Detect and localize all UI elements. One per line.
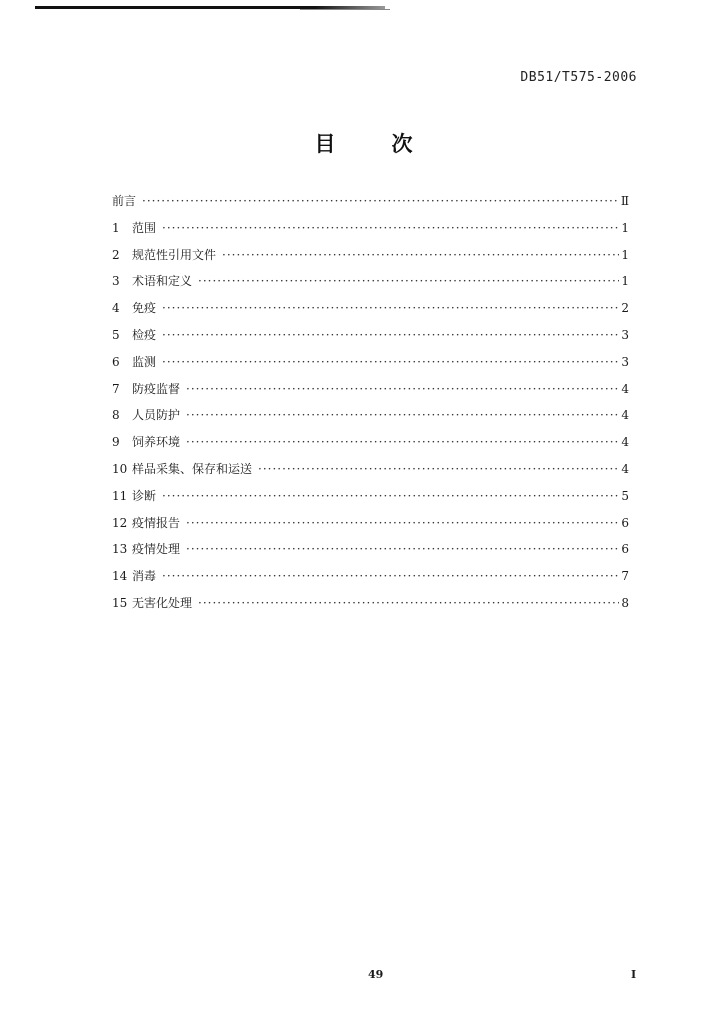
- toc-entry-label: 检疫: [132, 327, 157, 342]
- toc-entry-page: 6: [621, 515, 629, 530]
- toc-entry-page: 6: [621, 542, 629, 557]
- toc-entry-page: 4: [621, 408, 629, 423]
- toc-entry-number: 15: [112, 595, 128, 610]
- toc-entry-number: 11: [112, 488, 128, 503]
- toc-entry[interactable]: [112, 353, 629, 380]
- toc-leader-dots: [162, 487, 619, 505]
- toc-entry-label: 防疫监督: [132, 381, 181, 396]
- footer-roman-page: I: [631, 968, 637, 981]
- toc-leader-dots: [162, 219, 619, 237]
- toc-entry[interactable]: [112, 540, 629, 567]
- header-rule-thin: [300, 9, 390, 10]
- toc-entry-number: 3: [112, 274, 120, 289]
- toc-entry-page: 4: [621, 381, 629, 396]
- toc-entry-number: 1: [112, 220, 120, 235]
- toc-entry-label: 疫情报告: [132, 515, 181, 530]
- toc-entry-label: 样品采集、保存和运送: [132, 461, 253, 476]
- toc-entry-page: 3: [621, 354, 629, 369]
- toc-leader-dots: [186, 406, 619, 424]
- toc-leader-dots: [186, 514, 619, 532]
- toc-leader-dots: [162, 326, 619, 344]
- toc-entry-page: 4: [621, 461, 629, 476]
- toc-entry-page: 1: [621, 274, 629, 289]
- toc-leader-dots: [258, 460, 619, 478]
- toc-leader-dots: [162, 299, 619, 317]
- toc-entry-label: 疫情处理: [132, 542, 181, 557]
- toc-entry-number: 5: [112, 327, 120, 342]
- toc-entry-label: 规范性引用文件: [132, 247, 217, 262]
- toc-entry-number: 8: [112, 408, 120, 423]
- toc-entry-label: 监测: [132, 354, 157, 369]
- toc-entry[interactable]: [112, 433, 629, 460]
- toc-entry-label: 范围: [132, 220, 157, 235]
- toc-entry-label: 术语和定义: [132, 274, 193, 289]
- toc-leader-dots: [186, 540, 619, 558]
- toc-leader-dots: [186, 380, 619, 398]
- toc-entry[interactable]: [112, 299, 629, 326]
- toc-entry-page: 7: [621, 569, 629, 584]
- toc-entry-label: 人员防护: [132, 408, 181, 423]
- toc-leader-dots: [198, 272, 619, 290]
- toc-leader-dots: [198, 594, 619, 612]
- toc-entry[interactable]: [112, 514, 629, 541]
- toc-entry-label: 消毒: [132, 569, 157, 584]
- toc-entry[interactable]: [112, 246, 629, 273]
- toc-entry[interactable]: [112, 460, 629, 487]
- toc-entry-page: 3: [621, 327, 629, 342]
- toc-entry-page: 2: [621, 301, 629, 316]
- toc-entry-page: 4: [621, 435, 629, 450]
- toc-entry-page: Ⅱ: [620, 194, 629, 208]
- toc-entry-page: 1: [621, 247, 629, 262]
- toc-entry-label: 无害化处理: [132, 595, 193, 610]
- toc-entry[interactable]: [112, 567, 629, 594]
- toc-entry-label: 饲养环境: [132, 435, 181, 450]
- toc-entry[interactable]: [112, 326, 629, 353]
- toc-leader-dots: [142, 192, 619, 210]
- toc-entry[interactable]: [112, 219, 629, 246]
- toc-title-char-2: 次: [391, 132, 413, 156]
- toc-entry-number: 7: [112, 381, 120, 396]
- toc-leader-dots: [222, 246, 619, 264]
- toc-title-char-1: 目: [314, 132, 336, 156]
- toc-entry-number: 13: [112, 542, 128, 557]
- toc-title: [0, 128, 727, 158]
- toc-entry[interactable]: [112, 487, 629, 514]
- toc-entry[interactable]: [112, 594, 629, 621]
- table-of-contents: [112, 192, 629, 621]
- toc-leader-dots: [186, 433, 619, 451]
- toc-entry[interactable]: [112, 406, 629, 433]
- toc-entry-page: 8: [621, 595, 629, 610]
- toc-entry-label: 免疫: [132, 301, 157, 316]
- toc-entry-number: 4: [112, 301, 120, 316]
- toc-entry-number: 10: [112, 461, 128, 476]
- toc-entry-number: 12: [112, 515, 128, 530]
- toc-entry-page: 5: [621, 488, 629, 503]
- toc-leader-dots: [162, 353, 619, 371]
- toc-entry-label: 诊断: [132, 488, 157, 503]
- toc-entry[interactable]: [112, 272, 629, 299]
- toc-entry-number: 14: [112, 569, 128, 584]
- document-code: DB51/T575-2006: [520, 70, 637, 85]
- toc-entry[interactable]: [112, 380, 629, 407]
- toc-entry[interactable]: [112, 192, 629, 219]
- toc-entry-number: 6: [112, 354, 120, 369]
- toc-leader-dots: [162, 567, 619, 585]
- toc-entry-number: 2: [112, 247, 120, 262]
- toc-entry-number: 9: [112, 435, 120, 450]
- toc-entry-label: 前言: [112, 194, 137, 208]
- footer-page-number: 49: [368, 968, 384, 981]
- toc-entry-page: 1: [621, 220, 629, 235]
